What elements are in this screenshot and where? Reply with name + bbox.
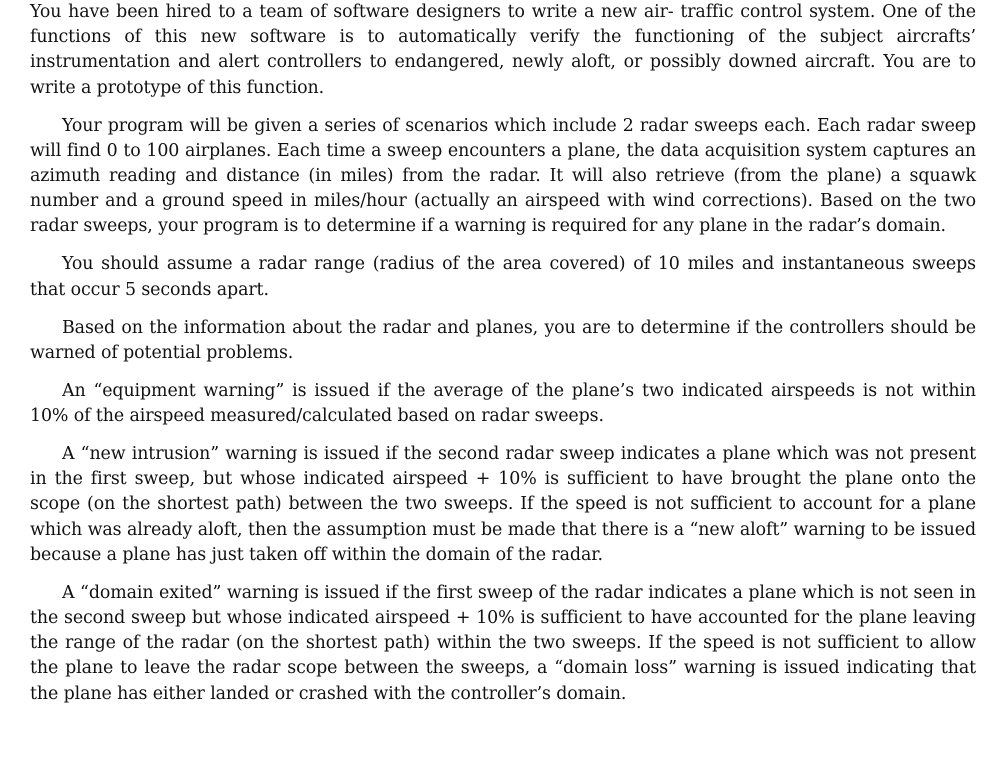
document-body	[30, 0, 976, 707]
paragraph-radar-sweeps: Your program will be given a series of scenarios which include 2 radar sweeps each. Each radar sweep will find 0 to 100 airplanes. Each time a sweep encounters a plane, the data acquisition system captures an azimuth reading and distance (in miles) from the radar. It will also retrieve (from the plane) a squawk number and a ground speed in miles/hour (actually an airspeed with wind corrections). Based on the two radar sweeps, your program is to determine if a warning is required for any plane in the radar’s domain.	[30, 115, 976, 237]
paragraph-domain-exited-warning: A “domain exited” warning is issued if the first sweep of the radar indicates a plane which is not seen in the second sweep but whose indicated airspeed + 10% is sufficient to have accounted for the plane leaving the range of the radar (on the shortest path) within the two sweeps. If the speed is not sufficient to allow the plane to leave the radar scope between the sweeps, a “domain loss” warning is issued indicating that the plane has either landed or crashed with the controller’s domain.	[30, 582, 976, 704]
paragraph-new-intrusion-warning: A “new intrusion” warning is issued if the second radar sweep indicates a plane which was not present in the first sweep, but whose indicated airspeed + 10% is sufficient to have brought the plane onto the scope (on the shortest path) between the two sweeps. If the speed is not sufficient to account for a plane which was already aloft, then the assumption must be made that there is a “new aloft” warning to be issued because a plane has just taken off within the domain of the radar.	[30, 444, 976, 565]
paragraph-warning-overview: Based on the information about the radar and planes, you are to determine if the controllers should be warned of potential problems.	[30, 317, 976, 363]
paragraph-introduction: You have been hired to a team of software designers to write a new air- traffic control system. One of the functions of this new software is to automatically verify the functioning of the subject aircrafts’ instrumentation and alert controllers to endangered, newly aloft, or possibly downed aircraft. You are to write a prototype of this function.	[30, 2, 976, 98]
paragraph-radar-range: You should assume a radar range (radius of the area covered) of 10 miles and instantaneous sweeps that occur 5 seconds apart.	[30, 254, 976, 300]
paragraph-equipment-warning: An “equipment warning” is issued if the average of the plane’s two indicated airspeeds is not within 10% of the airspeed measured/calculated based on radar sweeps.	[30, 380, 976, 427]
